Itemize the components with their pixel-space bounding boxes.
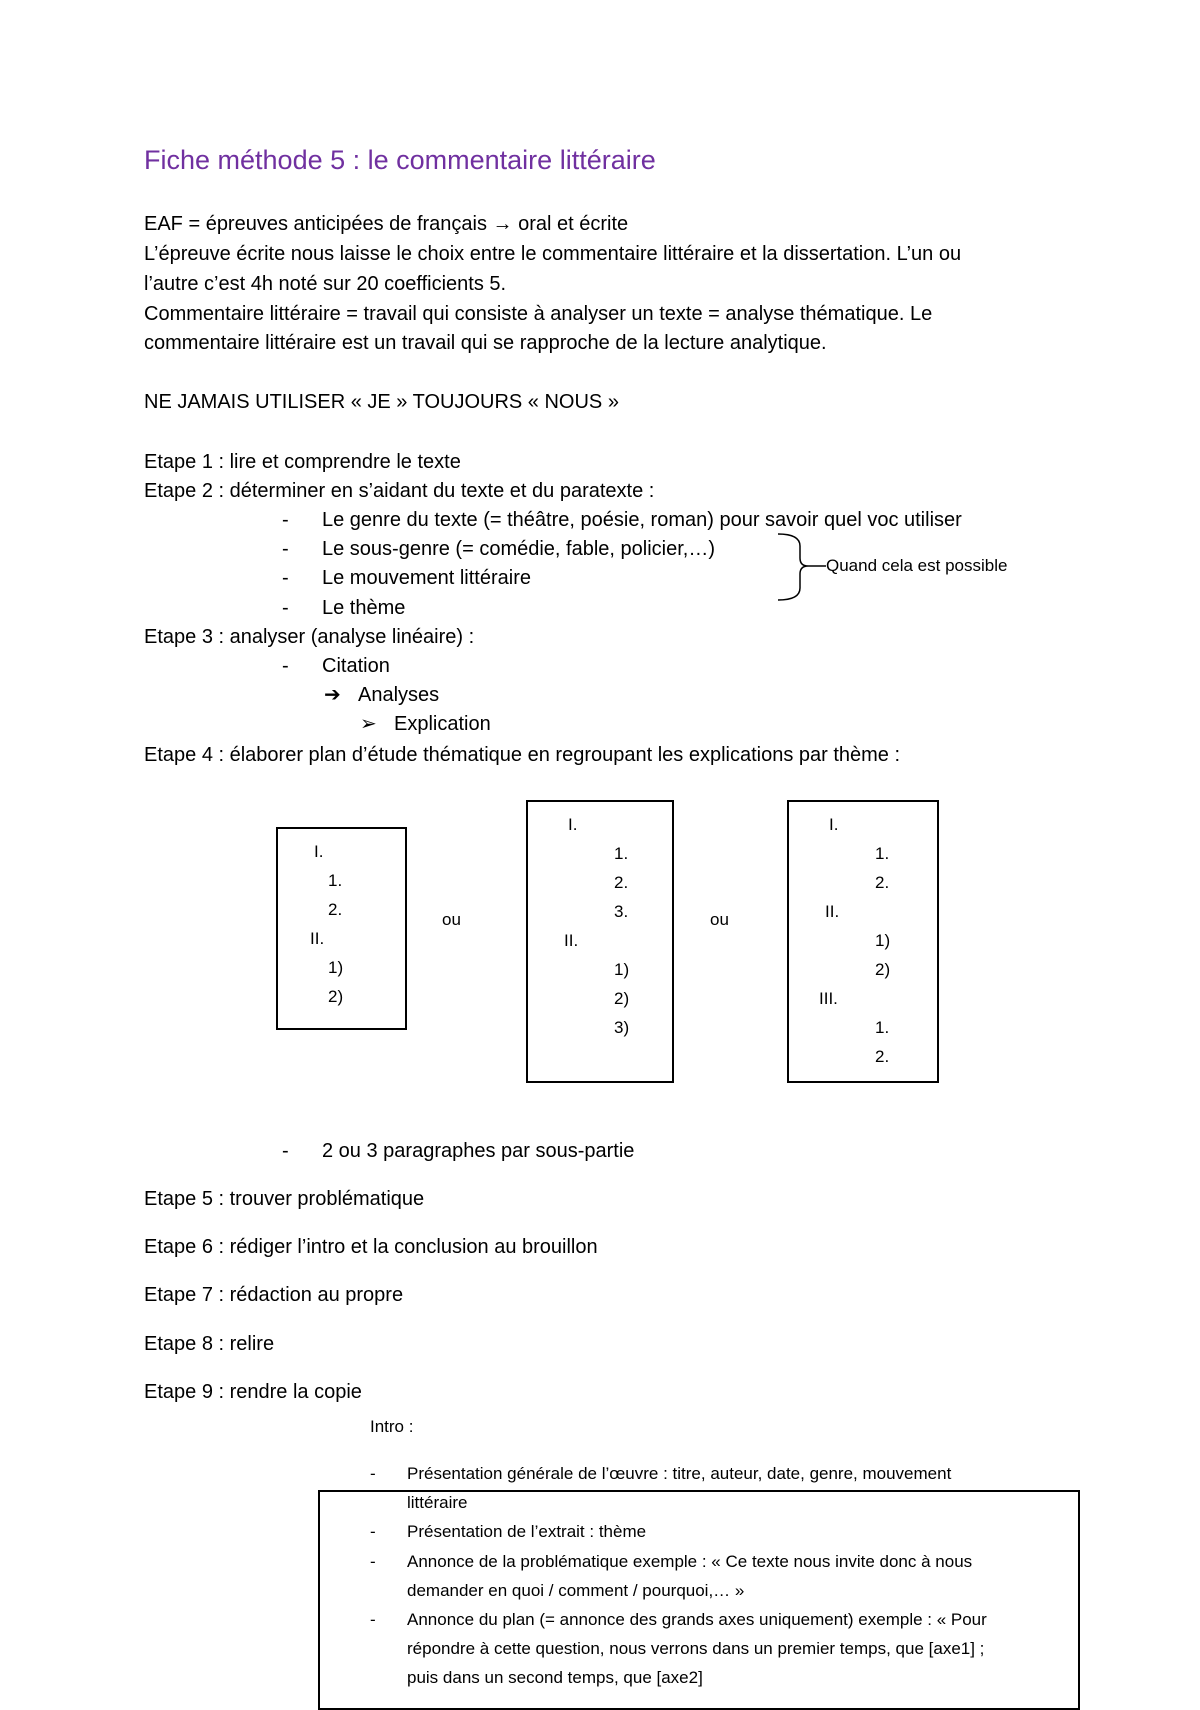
paragraphs-note: 2 ou 3 paragraphes par sous-partie <box>322 1140 635 1162</box>
eaf-line: EAF = épreuves anticipées de français → oral et écrite <box>144 213 629 235</box>
dash: - <box>370 1522 376 1541</box>
list-item: Le sous-genre (= comédie, fable, policier,…) <box>322 538 715 560</box>
warning-text: NE JAMAIS UTILISER « JE » TOUJOURS « NOUS » <box>144 391 619 413</box>
plan-item: 1. <box>875 844 890 863</box>
plan-item: 3) <box>614 1018 630 1037</box>
etape-8: Etape 8 : relire <box>144 1333 275 1355</box>
plan-item: I. <box>568 815 578 834</box>
ou-separator: ou <box>710 910 729 929</box>
plan-item: 2. <box>875 873 890 892</box>
intro-item: littéraire <box>407 1493 468 1512</box>
plan-item: 2. <box>875 1047 890 1066</box>
plan-item: II. <box>825 902 840 921</box>
brace-note: Quand cela est possible <box>826 556 1008 575</box>
plan-item: 2) <box>875 960 891 979</box>
list-item: Le genre du texte (= théâtre, poésie, roman) pour savoir quel voc utiliser <box>322 509 962 531</box>
etape-9: Etape 9 : rendre la copie <box>144 1381 362 1403</box>
brace-icon <box>772 532 828 602</box>
plan-item: 1. <box>614 844 629 863</box>
dash: - <box>370 1610 376 1629</box>
analyses-item: Analyses <box>358 684 440 706</box>
etape-4: Etape 4 : élaborer plan d’étude thématique en regroupant les explications par thème : <box>144 744 901 766</box>
etape-7: Etape 7 : rédaction au propre <box>144 1284 404 1306</box>
page-title: Fiche méthode 5 : le commentaire littéraire <box>144 145 656 175</box>
plan-item: I. <box>314 842 324 861</box>
intro-item: Annonce du plan (= annonce des grands axes uniquement) exemple : « Pour <box>407 1610 987 1629</box>
plan-item: 1. <box>875 1018 890 1037</box>
dash: - <box>282 567 289 589</box>
intro-item: Présentation de l’extrait : thème <box>407 1522 647 1541</box>
plan-box-3 <box>787 800 939 1083</box>
intro-item: répondre à cette question, nous verrons dans un premier temps, que [axe1] ; <box>407 1639 985 1658</box>
list-item: Le thème <box>322 597 406 619</box>
plan-item: 2. <box>328 900 343 919</box>
plan-box-2 <box>526 800 674 1083</box>
plan-item: 1) <box>614 960 630 979</box>
dash: - <box>370 1552 376 1571</box>
ou-separator: ou <box>442 910 461 929</box>
intro-item: Présentation générale de l’œuvre : titre, auteur, date, genre, mouvement <box>407 1464 952 1483</box>
etape-6: Etape 6 : rédiger l’intro et la conclusion au brouillon <box>144 1236 598 1258</box>
etape-5: Etape 5 : trouver problématique <box>144 1188 425 1210</box>
dash: - <box>282 655 289 677</box>
plan-item: 2) <box>614 989 630 1008</box>
dash: - <box>370 1464 376 1483</box>
explication-item: Explication <box>394 713 491 735</box>
plan-item: III. <box>819 989 838 1008</box>
plan-item: 1) <box>875 931 891 950</box>
etape-2: Etape 2 : déterminer en s’aidant du texte et du paratexte : <box>144 480 655 502</box>
intro-item: puis dans un second temps, que [axe2] <box>407 1668 703 1687</box>
plan-item: II. <box>310 929 325 948</box>
chevron-icon: ➢ <box>360 713 377 735</box>
citation-item: Citation <box>322 655 390 677</box>
plan-item: II. <box>564 931 579 950</box>
dash: - <box>282 597 289 619</box>
intro-line: L’épreuve écrite nous laisse le choix entre le commentaire littéraire et la dissertation. L’un ou <box>144 243 962 265</box>
intro-line: Commentaire littéraire = travail qui consiste à analyser un texte = analyse thématique. Le <box>144 303 933 325</box>
intro-line: l’autre c’est 4h noté sur 20 coefficients 5. <box>144 273 507 295</box>
plan-item: 3. <box>614 902 629 921</box>
plan-item: 2) <box>328 987 344 1006</box>
arrow-icon: ➔ <box>324 684 341 706</box>
dash: - <box>282 538 289 560</box>
etape-1: Etape 1 : lire et comprendre le texte <box>144 451 461 473</box>
intro-item: Annonce de la problématique exemple : « Ce texte nous invite donc à nous <box>407 1552 973 1571</box>
plan-item: I. <box>829 815 839 834</box>
plan-item: 2. <box>614 873 629 892</box>
plan-box-1 <box>276 827 407 1030</box>
intro-item: demander en quoi / comment / pourquoi,… » <box>407 1581 745 1600</box>
intro-line: commentaire littéraire est un travail qui se rapproche de la lecture analytique. <box>144 332 827 354</box>
plan-item: 1. <box>328 871 343 890</box>
etape-3: Etape 3 : analyser (analyse linéaire) : <box>144 626 475 648</box>
dash: - <box>282 509 289 531</box>
list-item: Le mouvement littéraire <box>322 567 531 589</box>
dash: - <box>282 1140 289 1162</box>
plan-item: 1) <box>328 958 344 977</box>
intro-label: Intro : <box>370 1417 414 1436</box>
